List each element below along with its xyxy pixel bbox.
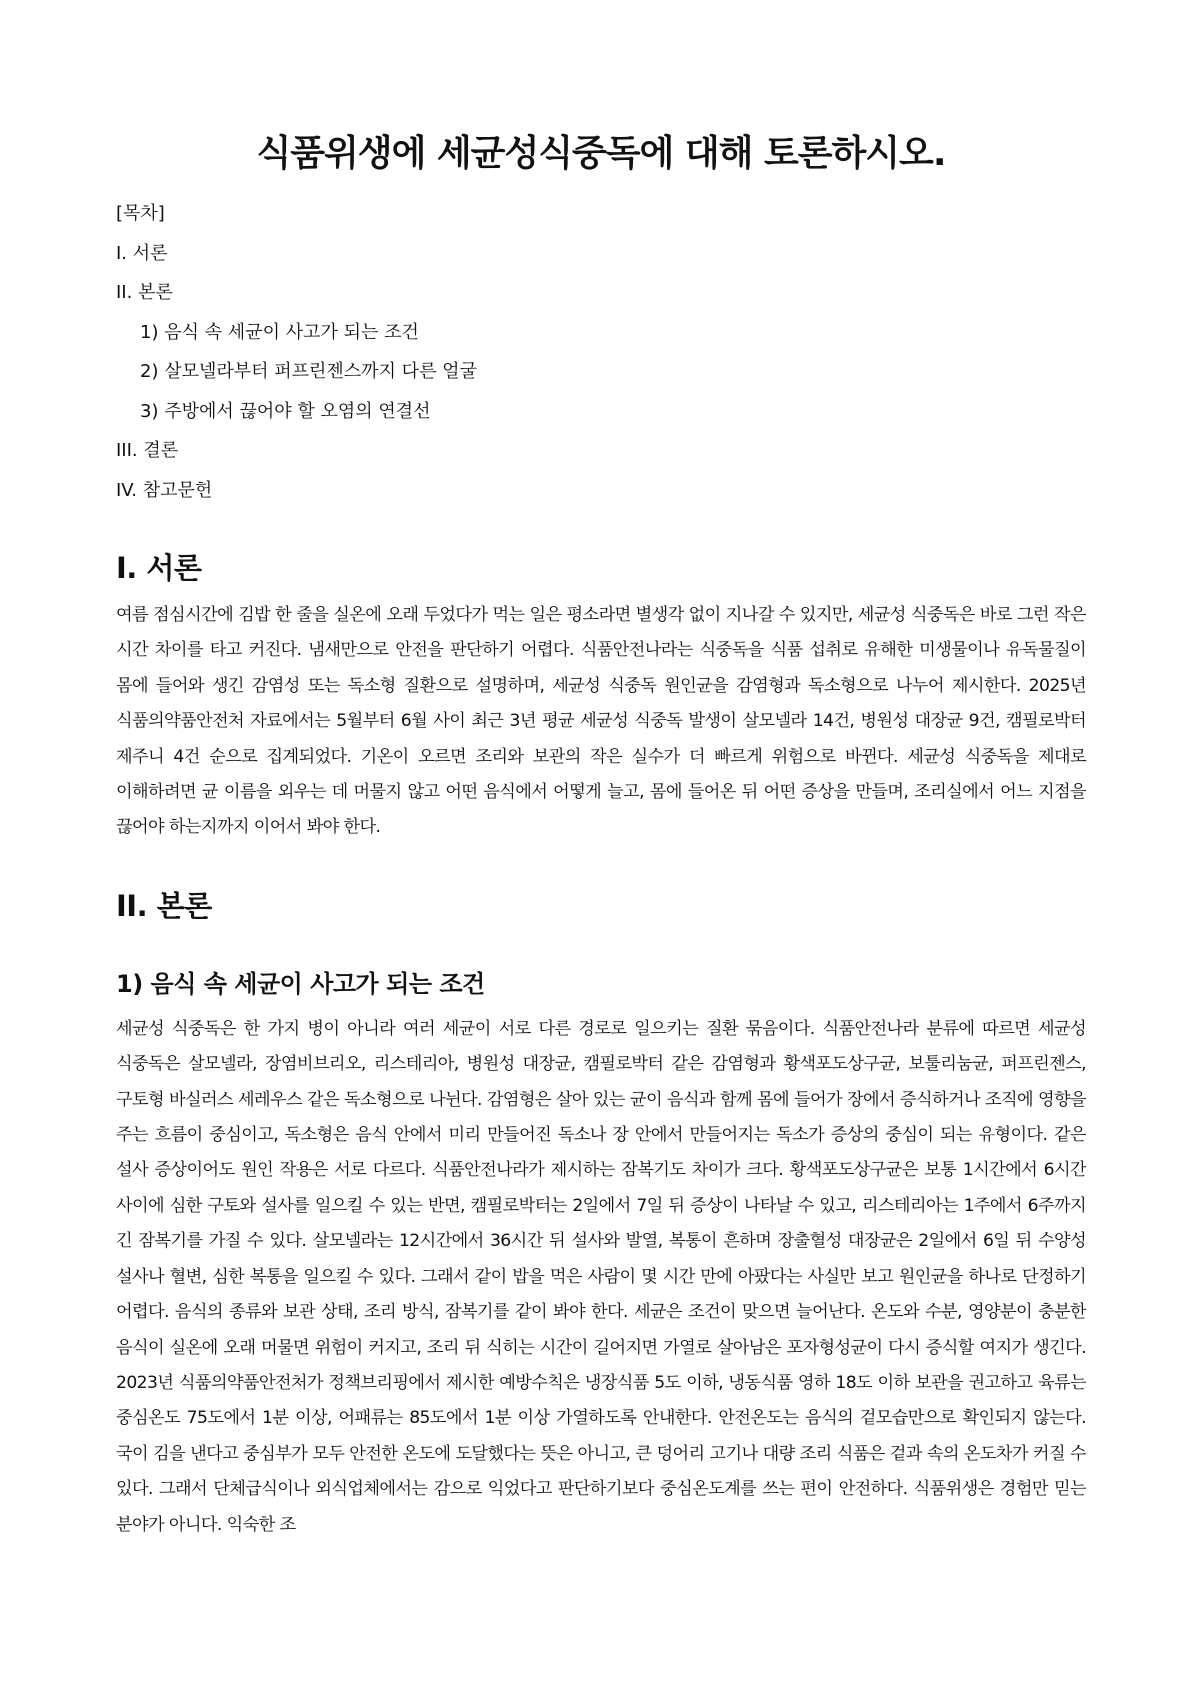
subsection-heading-1: 1) 음식 속 세균이 사고가 되는 조건 bbox=[116, 969, 485, 998]
intro-paragraph: 여름 점심시간에 김밥 한 줄을 실온에 오래 두었다가 먹는 일은 평소라면 별생각 없이 지나갈 수 있지만, 세균성 식중독은 바로 그런 작은 시간 차이를 타고 커진다. 냄새만으로 안전을 판단하기 어렵다. 식품안전나라는 식중독을 식품 섭취로 유해한 미생물이나 유독물질이 몸에 들어와 생긴 감염성 또는 독소형 질환으로 설명하며, 세균성 식중독 원인균을 감염형과 독소형으로 나누어 제시한다. 2025년 식품의약품안전처 자료에서는 5월부터 6월 사이 최근 3년 평균 세균성 식중독 발생이 살모넬라 14건, 병원성 대장균 9건, 캠필로박터 제주니 4건 순으로 집계되었다. 기온이 오르면 조리와 보관의 작은 실수가 더 빠르게 위험으로 바뀐다. 세균성 식중독을 제대로 이해하려면 균 이름을 외우는 데 머물지 않고 어떤 음식에서 어떻게 늘고, 몸에 들어온 뒤 어떤 증상을 만들며, 조리실에서 어느 지점을 끊어야 하는지까지 이어서 봐야 한다. bbox=[116, 605, 1086, 838]
toc-item-body-2: 2) 살모넬라부터 퍼프린젠스까지 다른 얼굴 bbox=[140, 361, 477, 382]
toc-item-references: IV. 참고문헌 bbox=[116, 479, 213, 501]
section-heading-intro: I. 서론 bbox=[116, 551, 202, 585]
toc-item-conclusion: III. 결론 bbox=[116, 440, 179, 461]
toc-item-body-1: 1) 음식 속 세균이 사고가 되는 조건 bbox=[140, 321, 419, 343]
toc-item-body-3: 3) 주방에서 끊어야 할 오염의 연결선 bbox=[140, 400, 431, 422]
toc-item-intro: I. 서론 bbox=[116, 242, 168, 264]
subsection-1-paragraph: 세균성 식중독은 한 가지 병이 아니라 여러 세균이 서로 다른 경로로 일으키는 질환 묶음이다. 식품안전나라 분류에 따르면 세균성 식중독은 살모넬라, 장염비브리오, 리스테리아, 병원성 대장균, 캠필로박터 같은 감염형과 황색포도상구균, 보툴리눔균, 퍼프린젠스, 구토형 바실러스 세레우스 같은 독소형으로 나뉜다. 감염형은 살아 있는 균이 음식과 함께 몸에 들어가 장에서 증식하거나 조직에 영향을 주는 흐름이 중심이고, 독소형은 음식 안에서 미리 만들어진 독소나 장 안에서 만들어지는 독소가 증상의 중심이 되는 유형이다. 같은 설사 증상이어도 원인 작용은 서로 다르다. 식품안전나라가 제시하는 잠복기도 차이가 크다. 황색포도상구균은 보통 1시간에서 6시간 사이에 심한 구토와 설사를 일으킬 수 있는 반면, 캠필로박터는 2일에서 7일 뒤 증상이 나타날 수 있고, 리스테리아는 1주에서 6주까지 긴 잠복기를 가질 수 있다. 살모넬라는 12시간에서 36시간 뒤 설사와 발열, 복통이 흔하며 장출혈성 대장균은 2일에서 6일 뒤 수양성 설사나 혈변, 심한 복통을 일으킬 수 있다. 그래서 같이 밥을 먹은 사람이 몇 시간 만에 아팠다는 사실만 보고 원인균을 하나로 단정하기 어렵다. 음식의 종류와 보관 상태, 조리 방식, 잠복기를 같이 봐야 한다. 세균은 조건이 맞으면 늘어난다. 온도와 수분, 영양분이 충분한 음식이 실온에 오래 머물면 위험이 커지고, 조리 뒤 식히는 시간이 길어지면 가열로 살아남은 포자형성균이 다시 증식할 여지가 생긴다. 2023년 식품의약품안전처가 정책브리핑에서 제시한 예방수칙은 냉장식품 5도 이하, 냉동식품 영하 18도 이하 보관을 권고하고 육류는 중심온도 75도에서 1분 이상, 어패류는 85도에서 1분 이상 가열하도록 안내한다. 안전온도는 음식의 겉모습만으로 확인되지 않는다. 국이 김을 낸다고 중심부가 모두 안전한 온도에 도달했다는 뜻은 아니고, 큰 덩어리 고기나 대량 조리 식품은 겉과 속의 온도차가 커질 수 있다. 그래서 단체급식이나 외식업체에서는 감으로 익었다고 판단하기보다 중심온도계를 쓰는 편이 안전하다. 식품위생은 경험만 믿는 분야가 아니다. 익숙한 조 bbox=[116, 1018, 1086, 1535]
document-title: 식품위생에 세균성식중독에 대해 토론하시오. bbox=[256, 133, 946, 174]
section-heading-body: II. 본론 bbox=[116, 888, 212, 923]
toc-heading: [목차] bbox=[116, 203, 165, 224]
toc-item-body: II. 본론 bbox=[116, 282, 173, 303]
table-of-contents bbox=[116, 194, 1086, 510]
